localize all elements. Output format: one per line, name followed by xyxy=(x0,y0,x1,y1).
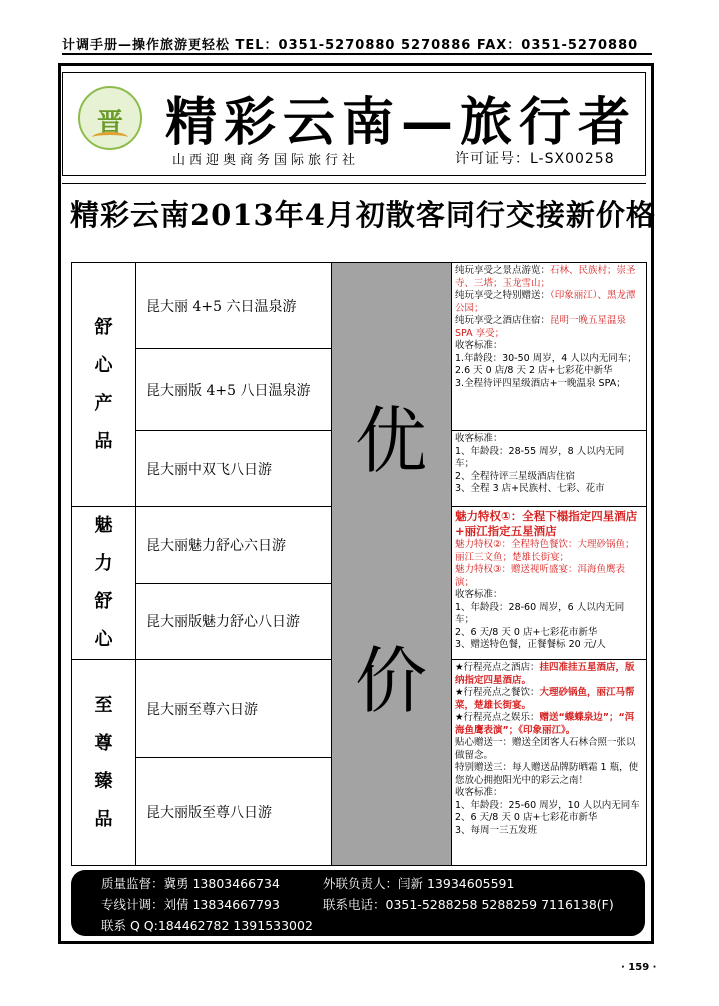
category-cell xyxy=(72,263,136,507)
route-name: 昆大丽至尊六日游 xyxy=(136,660,332,758)
route-info: 魅力特权①：全程下榻指定四星酒店+丽江指定五星酒店 魅力特权②：全程特色餐饮：大理砂锅鱼；丽江三文鱼；楚雄长街宴； 魅力特权③：赠送视听盛宴：洱海鱼鹰表演； 收客标准： 1、年龄段：28-60 周岁，6 人以内无同车； 2、6 天/8 天 0 店+七彩花市新华 3、赠送特色餐，正餐餐标 20 元/人 xyxy=(452,507,647,660)
category-char: 品 xyxy=(94,808,113,830)
document-title: 精彩云南2013年4月初散客同行交接新价格 xyxy=(70,198,656,232)
route-info: 纯玩享受之景点游览：石林、民族村；崇圣寺、三塔；玉龙雪山； 纯玩享受之特别赠送：（印象丽江）、黑龙潭公园； 纯玩享受之酒店住宿：昆明一晚五星温泉 SPA 享受； 收客标准： 1.年龄段：30-50 周岁，4 人以内无同车； 2.6 天 0 店/8 天 2 店+七彩花中新华 3.全程待评四星级酒店+一晚温泉 SPA； xyxy=(452,263,647,431)
category-char: 尊 xyxy=(94,732,113,754)
route-planner: 专线计调：刘倩 13834667793 xyxy=(101,897,280,912)
page-number: · 159 · xyxy=(621,962,657,973)
category-char: 臻 xyxy=(94,770,113,792)
contact-qq: 联系 Q Q:184462782 1391533002 xyxy=(101,918,313,933)
route-info: 收客标准： 1、年龄段：28-55 周岁，8 人以内无同车； 2、全程待评三星级酒店住宿 3、全程 3 店+民族村、七彩、花市 xyxy=(452,431,647,507)
top-banner: 计调手册—操作旅游更轻松 TEL：0351-5270880 5270886 FAX：0351-5270880 xyxy=(62,34,652,55)
contact-footer xyxy=(71,870,645,936)
logo-mark: 晋 xyxy=(96,108,123,138)
header-divider xyxy=(62,183,646,184)
quality-supervisor: 质量监督：冀勇 13803466734 xyxy=(101,876,280,891)
price-column xyxy=(332,263,452,866)
category-char: 心 xyxy=(94,354,113,376)
route-name: 昆大丽版魅力舒心八日游 xyxy=(136,583,332,660)
price-table xyxy=(71,262,647,866)
price-label-bottom: 价 xyxy=(354,639,427,723)
agency-logo xyxy=(78,86,142,150)
route-name: 昆大丽 4+5 六日温泉游 xyxy=(136,263,332,349)
category-char: 至 xyxy=(94,694,113,716)
category-char: 魅 xyxy=(94,515,113,536)
agency-name: 山西迎奥商务国际旅行社 xyxy=(172,153,360,168)
category-char: 舒 xyxy=(94,316,113,338)
route-name: 昆大丽中双飞八日游 xyxy=(136,431,332,507)
route-info: ★行程亮点之酒店：挂四准挂五星酒店，版纳指定四星酒店。 ★行程亮点之餐饮：大理砂锅鱼，丽江马帮菜，楚雄长街宴。 ★行程亮点之娱乐：赠送“蝶蝶泉边”；“洱海鱼鹰表演”；《印象丽江》。 贴心赠送一：赠送全团客人石林合照一张以做留念。 特别赠送三：每人赠送品牌防晒霜 1 瓶，使您放心拥抱阳光中的彩云之南！ 收客标准： 1、年龄段：25-60 周岁，10 人以内无同车 2、6 天/8 天 0 店+七彩花市新华 3、每周一三五发班 xyxy=(452,660,647,866)
category-char: 心 xyxy=(94,629,113,650)
brand-title: 精彩云南—旅行者 xyxy=(165,93,638,153)
price-label-top: 优 xyxy=(354,399,427,483)
route-name: 昆大丽版 4+5 八日温泉游 xyxy=(136,349,332,431)
route-name: 昆大丽版至尊八日游 xyxy=(136,758,332,866)
route-name: 昆大丽魅力舒心六日游 xyxy=(136,507,332,584)
logo-arc xyxy=(92,132,128,143)
category-char: 力 xyxy=(94,553,113,574)
category-char: 产 xyxy=(94,392,113,414)
contact-phone: 联系电话：0351-5288258 5288259 7116138(F) xyxy=(323,897,614,912)
liaison-contact: 外联负责人：闫新 13934605591 xyxy=(323,876,515,891)
category-cell xyxy=(72,507,136,660)
license-number: 许可证号：L-SX00258 xyxy=(455,151,615,167)
category-cell xyxy=(72,660,136,866)
category-char: 品 xyxy=(94,430,113,452)
category-char: 舒 xyxy=(94,591,113,612)
